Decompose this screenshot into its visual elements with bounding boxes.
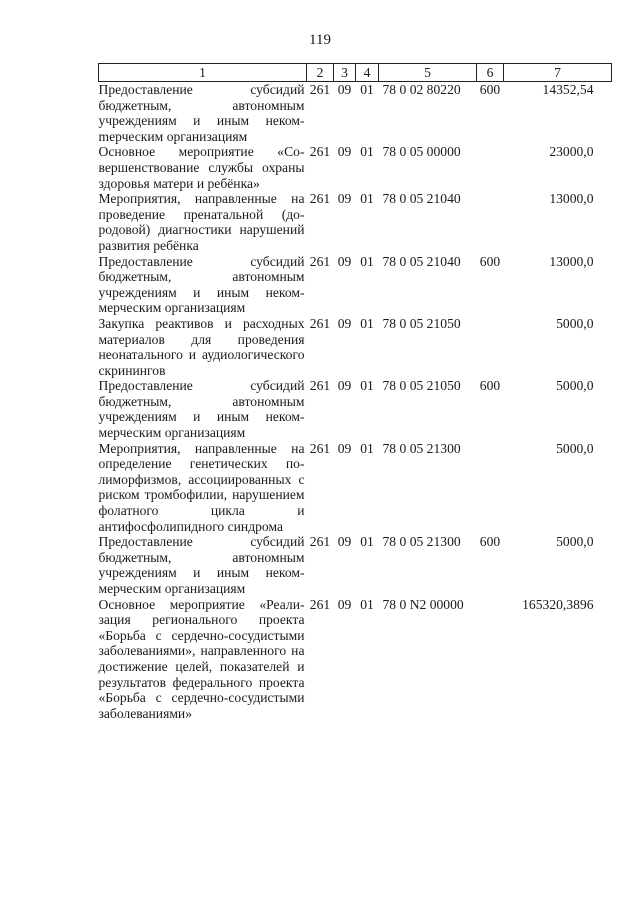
row-subsection-code: 01 <box>360 191 374 207</box>
row-subsection-code: 01 <box>360 378 374 394</box>
table-row <box>99 597 612 722</box>
row-section-code: 09 <box>337 378 352 394</box>
row-ministry-code: 261 <box>309 596 331 612</box>
row-ministry-code: 261 <box>309 191 331 207</box>
row-name: Основное мероприятие «Реализация регионального проекта «Борьба с сердечно-сосудистыми заболеваниями», направленного на достижение целей, показателей и результатов федерального проекта «Борьба с сердечно-сосудистыми заболеваниями» <box>98 596 305 721</box>
row-name: Предоставление субсидий бюджетным, автономным учреждениям и иным некоммерческим организациям <box>98 534 305 596</box>
row-name: Предоставление субсидий бюджетным, автономным учреждениям и иным некоммерческим организациям <box>98 378 305 441</box>
row-section-code: 09 <box>337 82 352 97</box>
row-section-code: 09 <box>337 315 352 331</box>
row-amount: 5000,0 <box>556 440 594 456</box>
row-target-article: 78 0 N2 00000 <box>382 596 464 612</box>
row-subsection-code: 01 <box>360 534 374 550</box>
row-ministry-code: 261 <box>309 378 331 394</box>
col-header-5: 5 <box>379 64 477 82</box>
row-amount: 13000,0 <box>549 191 594 207</box>
page-number: 119 <box>309 32 331 48</box>
row-subsection-code: 01 <box>360 596 374 612</box>
row-ministry-code: 261 <box>309 440 331 456</box>
row-target-article: 78 0 05 21040 <box>382 253 461 269</box>
row-amount: 13000,0 <box>549 253 594 269</box>
row-name: Закупка реактивов и расходных материалов для проведения неонатального и аудиологического скринингов <box>98 315 305 378</box>
row-name: Предоставление субсидий бюджетным, автономным учреждениям и иным некоммерческим организациям <box>98 253 305 316</box>
row-target-article: 78 0 02 80220 <box>382 82 461 97</box>
col-header-6: 6 <box>477 64 504 82</box>
table-row <box>99 534 612 596</box>
row-expense-type <box>477 441 504 535</box>
row-expense-type: 600 <box>479 534 501 550</box>
row-name: Основное мероприятие «Совершенствование службы охраны здоровья матери и ребёнка» <box>98 144 305 191</box>
row-section-code: 09 <box>337 534 352 550</box>
col-header-2: 2 <box>307 64 334 82</box>
col-header-7: 7 <box>504 64 612 82</box>
row-expense-type: 600 <box>479 82 501 97</box>
row-amount: 23000,0 <box>549 144 594 160</box>
row-ministry-code: 261 <box>309 315 331 331</box>
row-ministry-code: 261 <box>309 534 331 550</box>
table-row <box>99 441 612 535</box>
row-amount: 5000,0 <box>556 315 594 331</box>
row-name: Предоставление субсидий бюджетным, автономным учреждениям и иным некомmерческим организациям <box>98 82 305 144</box>
table-header-row <box>99 64 612 82</box>
col-header-3: 3 <box>334 64 356 82</box>
row-subsection-code: 01 <box>360 440 374 456</box>
table-row <box>99 316 612 378</box>
row-expense-type <box>477 191 504 253</box>
row-ministry-code: 261 <box>309 144 331 160</box>
row-target-article: 78 0 05 21040 <box>382 191 461 207</box>
table-row <box>99 82 612 145</box>
row-expense-type: 600 <box>479 378 501 394</box>
col-header-4: 4 <box>356 64 379 82</box>
row-section-code: 09 <box>337 253 352 269</box>
col-header-1: 1 <box>99 64 307 82</box>
row-target-article: 78 0 05 21300 <box>382 534 461 550</box>
row-target-article: 78 0 05 21050 <box>382 378 461 394</box>
row-expense-type <box>477 597 504 722</box>
budget-table <box>98 63 612 721</box>
row-subsection-code: 01 <box>360 315 374 331</box>
row-ministry-code: 261 <box>309 82 331 97</box>
row-expense-type <box>477 144 504 191</box>
row-amount: 5000,0 <box>556 534 594 550</box>
row-target-article: 78 0 05 00000 <box>382 144 461 160</box>
table-row <box>99 144 612 191</box>
row-ministry-code: 261 <box>309 253 331 269</box>
row-target-article: 78 0 05 21050 <box>382 315 461 331</box>
row-name: Мероприятия, направленные на проведение пренатальной (дородовой) диагностики нарушений развития ребёнка <box>98 191 305 253</box>
row-amount: 165320,3896 <box>522 596 594 612</box>
row-section-code: 09 <box>337 440 352 456</box>
table-row <box>99 378 612 440</box>
row-subsection-code: 01 <box>360 82 374 97</box>
row-section-code: 09 <box>337 144 352 160</box>
row-section-code: 09 <box>337 191 352 207</box>
row-amount: 14352,54 <box>542 82 594 97</box>
table-row <box>99 254 612 316</box>
row-expense-type: 600 <box>479 253 501 269</box>
row-amount: 5000,0 <box>556 378 594 394</box>
row-subsection-code: 01 <box>360 144 374 160</box>
row-expense-type <box>477 316 504 378</box>
row-target-article: 78 0 05 21300 <box>382 440 461 456</box>
row-name: Мероприятия, направленные на определение генетических полиморфизмов, ассоциированных с риском тромбофилии, нарушением фолатного цикла и антифосфолипидного синдрома <box>98 440 305 534</box>
row-section-code: 09 <box>337 596 352 612</box>
table-row <box>99 191 612 253</box>
row-subsection-code: 01 <box>360 253 374 269</box>
